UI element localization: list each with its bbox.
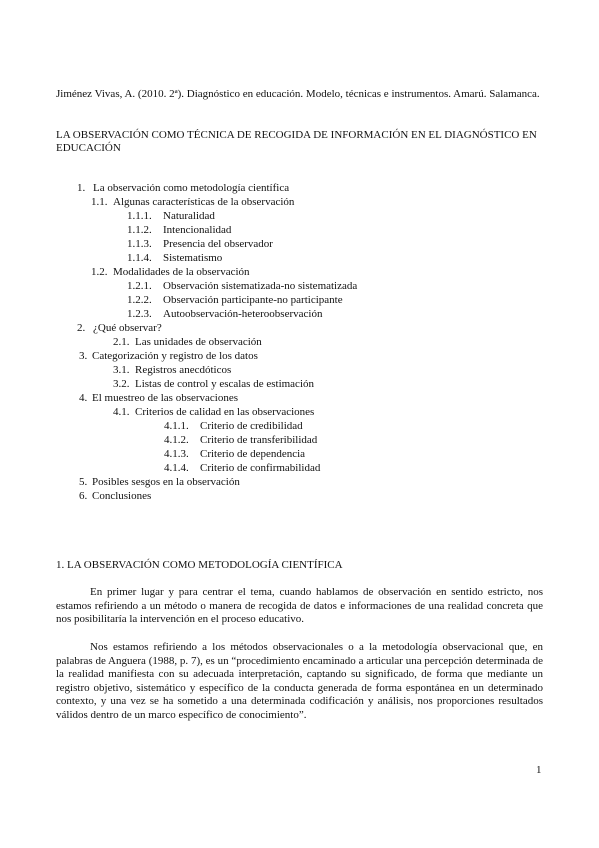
toc-item-2 xyxy=(77,322,162,335)
toc-item-6 xyxy=(79,490,151,503)
toc-item-1-2-2 xyxy=(127,294,343,307)
toc-item-2-1 xyxy=(113,336,262,349)
toc-item-4 xyxy=(79,392,238,405)
toc-item-1-1-3 xyxy=(127,238,273,251)
toc-number: 3. xyxy=(79,350,88,362)
paragraph-2 xyxy=(56,641,543,723)
toc-item-1-1 xyxy=(91,196,294,209)
toc-number: 1.2.3. xyxy=(127,308,152,320)
toc-text: Listas de control y escalas de estimación xyxy=(135,378,314,390)
toc-text: El muestreo de las observaciones xyxy=(92,392,239,404)
toc-text: Modalidades de la observación xyxy=(113,266,250,278)
section-heading: 1. LA OBSERVACIÓN COMO METODOLOGÍA CIENTÍFICA xyxy=(56,559,343,571)
toc-text: Sistematismo xyxy=(163,252,223,264)
toc-item-1-1-2 xyxy=(127,224,231,237)
toc-item-3 xyxy=(79,350,258,363)
paragraph-1 xyxy=(56,586,543,627)
toc-number: 1.1.2. xyxy=(127,224,152,236)
bibliographic-reference: Jiménez Vivas, A. (2010. 2ª). Diagnóstico en educación. Modelo, técnicas e instrumentos. Amarú. Salamanca. xyxy=(56,88,540,100)
paragraph-text: Nos estamos refiriendo a los métodos observacionales o a la metodología observacional que, en palabras de Anguera (1988, p. 7), es un “procedimiento encaminado a articular una percepción determinada de la realidad manifiesta con su adecuada interpretación, captando su significado, de forma que mediante un registro objetivo, sistemático y específico de la conducta generada de forma espontánea en un determinado contexto, y una vez se ha sometido a una determinada codificación y análisis, nos proporciones resultados válidos dentro de un marco específico de conocimiento”. xyxy=(56,641,543,721)
toc-text: Intencionalidad xyxy=(163,224,232,236)
toc-number: 4.1.1. xyxy=(164,420,189,432)
document-title: LA OBSERVACIÓN COMO TÉCNICA DE RECOGIDA DE INFORMACIÓN EN EL DIAGNÓSTICO EN EDUCACIÓN xyxy=(56,129,537,154)
toc-text: Autoobservación-heteroobservación xyxy=(163,308,323,320)
toc-text: Criterio de transferibilidad xyxy=(200,434,318,446)
page-number: 1 xyxy=(536,764,542,776)
toc-item-4-1-4 xyxy=(164,462,320,475)
toc-number: 1.2.1. xyxy=(127,280,152,292)
toc-number: 1.1.3. xyxy=(127,238,152,250)
toc-text: Criterio de credibilidad xyxy=(200,420,303,432)
toc-text: Criterio de dependencia xyxy=(200,448,306,460)
toc-number: 2.1. xyxy=(113,336,130,348)
toc-number: 5. xyxy=(79,476,88,488)
toc-item-4-1-2 xyxy=(164,434,317,447)
toc-number: 4.1.3. xyxy=(164,448,189,460)
toc-text: Algunas características de la observación xyxy=(113,196,295,208)
toc-item-4-1-3 xyxy=(164,448,305,461)
toc-number: 4.1. xyxy=(113,406,130,418)
toc-number: 3.1. xyxy=(113,364,130,376)
toc-text: Conclusiones xyxy=(92,490,152,502)
toc-number: 1.1.1. xyxy=(127,210,152,222)
toc-item-1 xyxy=(77,182,289,195)
toc-item-4-1-1 xyxy=(164,420,303,433)
toc-number: 4.1.2. xyxy=(164,434,189,446)
toc-item-1-2 xyxy=(91,266,250,279)
toc-number: 3.2. xyxy=(113,378,130,390)
toc-text: Observación participante-no participante xyxy=(163,294,343,306)
toc-item-4-1 xyxy=(113,406,314,419)
toc-number: 1. xyxy=(77,182,86,194)
toc-item-3-1 xyxy=(113,364,231,377)
toc-text: Presencia del observador xyxy=(163,238,273,250)
toc-number: 1.2.2. xyxy=(127,294,152,306)
toc-number: 1.1. xyxy=(91,196,108,208)
paragraph-text: En primer lugar y para centrar el tema, cuando hablamos de observación en sentido estricto, nos estamos refiriendo a un método o manera de recogida de datos e informaciones de una realidad concreta que nos posibilitaría la intervención en el proceso educativo. xyxy=(56,586,543,626)
toc-number: 1.2. xyxy=(91,266,108,278)
toc-number: 1.1.4. xyxy=(127,252,152,264)
toc-item-3-2 xyxy=(113,378,314,391)
toc-number: 4.1.4. xyxy=(164,462,189,474)
toc-text: La observación como metodología científica xyxy=(93,182,290,194)
toc-text: Naturalidad xyxy=(163,210,215,222)
toc-text: Las unidades de observación xyxy=(135,336,262,348)
toc-item-1-2-3 xyxy=(127,308,322,321)
toc-item-5 xyxy=(79,476,240,489)
toc-item-1-2-1 xyxy=(127,280,357,293)
toc-text: Criterios de calidad en las observaciones xyxy=(135,406,315,418)
toc-text: ¿Qué observar? xyxy=(93,322,162,334)
toc-number: 2. xyxy=(77,322,86,334)
toc-number: 6. xyxy=(79,490,88,502)
toc-text: Observación sistematizada-no sistematizada xyxy=(163,280,358,292)
toc-item-1-1-4 xyxy=(127,252,222,265)
toc-text: Posibles sesgos en la observación xyxy=(92,476,240,488)
toc-number: 4. xyxy=(79,392,88,404)
toc-text: Categorización y registro de los datos xyxy=(92,350,258,362)
toc-text: Criterio de confirmabilidad xyxy=(200,462,321,474)
toc-item-1-1-1 xyxy=(127,210,215,223)
toc-text: Registros anecdóticos xyxy=(135,364,232,376)
